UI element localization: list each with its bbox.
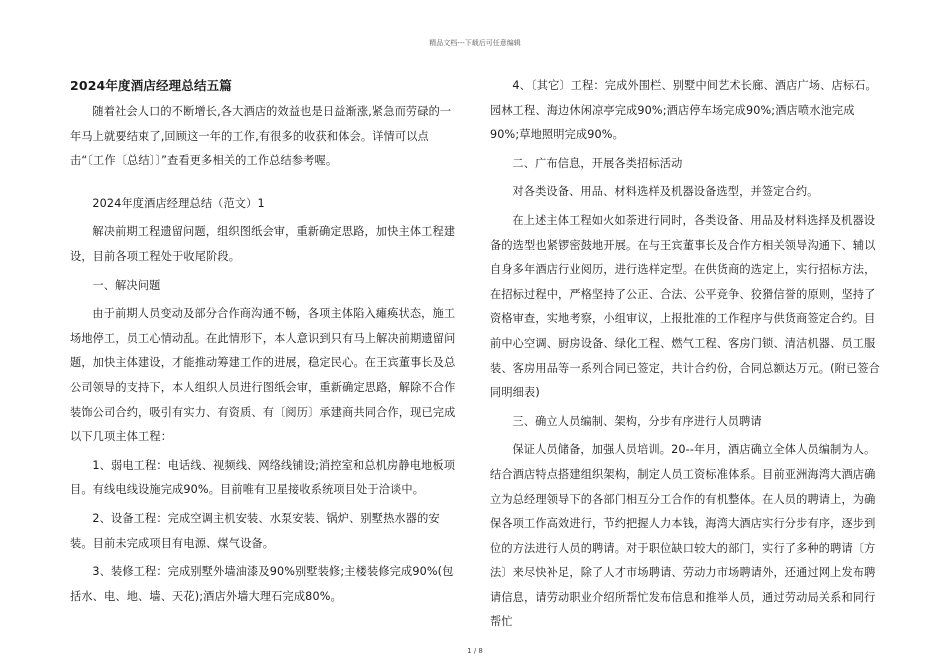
list-item: 1、弱电工程：电话线、视频线、网络线铺设;消控室和总机房静电地板项目。有线电线设施完成90%。目前唯有卫星接收系统项目处于洽谈中。 bbox=[70, 458, 456, 497]
list-item: 4、〔其它〕工程：完成外围栏、别墅中间艺术长廊、酒店广场、店标石。园林工程、海边休闲凉亭完成90%;酒店停车场完成90%;酒店喷水池完成90%;草地照明完成90%。 bbox=[490, 79, 877, 142]
page-number: 1 / 8 bbox=[467, 647, 483, 655]
paragraph: 解决前期工程遗留问题，组织图纸会审，重新确定思路，加快主体工程建设，目前各项工程处于收尾阶段。 bbox=[70, 225, 456, 263]
paragraph: 对各类设备、用品、材料选样及机器设备选型，并签定合约。 bbox=[512, 185, 819, 199]
sample-subtitle: 2024年度酒店经理总结（范文）1 bbox=[92, 196, 265, 210]
paragraph: 在上述主体工程如火如荼进行同时，各类设备、用品及材料选择及机器设备的选型也紧锣密鼓地开展。在与王宾董事长及合作方相关领导沟通下、辅以自身多年酒店行业阅历，进行选样定型。在供货商的选定上，实行招标方法，在招标过程中，严格坚持了公正、合法、公平竞争、狡猾信誉的原则，坚持了资格审查，实地考察，小组审议，上报批准的工作程序与供货商签定合约。目前中心空调、厨房设备、绿化工程、燃气工程、客房门锁、清洁机器、员工服装、客房用品等一系列合同已签定，共计合约份，合同总额达万元。(附已签合同明细表) bbox=[490, 213, 880, 400]
section-heading: 三、确立人员编制、架构，分步有序进行人员聘请 bbox=[512, 414, 762, 428]
section-heading: 一、解决问题 bbox=[92, 278, 161, 292]
list-item: 2、设备工程：完成空调主机安装、水泵安装、锅炉、别墅热水器的安装。目前未完成项目有电源、煤气设备。 bbox=[70, 511, 440, 550]
paragraph: 保证人员储备，加强人员培训。20--年月，酒店确立全体人员编制为人。结合酒店特点搭建组织架构，制定人员工资标准体系。目前亚洲海湾大酒店确立为总经理领导下的各部门相互分工合作的有机整体。在人员的聘请上，为确保各项工作高效进行，节约把握人力本钱，海湾大酒店实行分步有序，逐步到位的方法进行人员的聘请。对于职位缺口较大的部门，实行了多种的聘请〔方法〕来尽快补足，除了人才市场聘请、劳动力市场聘请外，还通过网上发布聘请信息，请劳动职业介绍所帮忙发布信息和推举人员，通过劳动局关系和同行帮忙 bbox=[490, 443, 876, 629]
left-column bbox=[70, 74, 460, 613]
document-title: 2024年度酒店经理总结五篇 bbox=[70, 78, 232, 93]
section-spacer bbox=[70, 178, 460, 192]
list-item: 3、装修工程：完成别墅外墙油漆及90%别墅装修;主楼装修完成90%(包括水、电、地、墙、天花);酒店外墙大理石完成80%。 bbox=[70, 565, 454, 603]
paragraph: 由于前期人员变动及部分合作商沟通不畅，各项主体陷入瘫痪状态，施工场地停工，员工心情动乱。在此情形下，本人意识到只有马上解决前期遗留问题，加快主体建设，才能推动筹建工作的进展，稳定民心。在王宾董事长及总公司领导的支持下，本人组织人员进行图纸会审，重新确定思路，解除不合作装饰公司合约，吸引有实力、有资质、有〔阅历〕承建商共同合作，现已完成以下几项主体工程： bbox=[70, 307, 456, 444]
intro-paragraph: 随着社会人口的不断增长,各大酒店的效益也是日益渐涨,紧急而劳碌的一年马上就要结束了,回顾这一年的工作,有很多的收获和体会。详情可以点击“〔工作〔总结〕〕”查看更多相关的工作总结参考喔。 bbox=[70, 105, 452, 168]
section-heading: 二、广布信息，开展各类招标活动 bbox=[512, 156, 683, 170]
right-column bbox=[490, 74, 882, 639]
page-header: 精品文档---下载后可任意编辑 bbox=[429, 39, 521, 47]
